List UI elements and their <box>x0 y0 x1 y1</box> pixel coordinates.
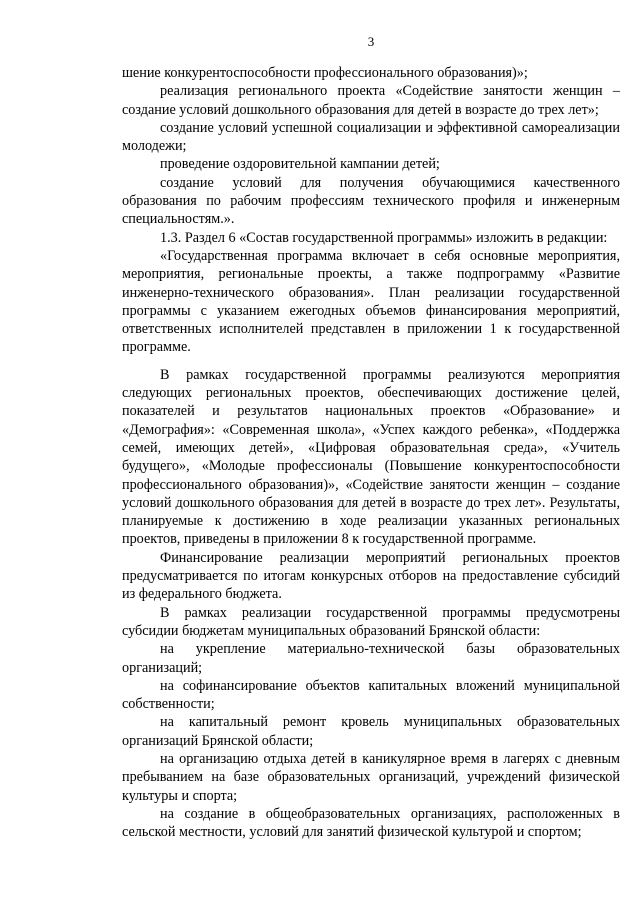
paragraph: проведение оздоровительной кампании детей; <box>160 156 440 173</box>
paragraph: Финансирование реализации мероприятий региональных проектов предусматривается по итогам конкурсных отборов на предоставление субсидий из федерального бюджета. <box>122 549 620 603</box>
paragraph: на капитальный ремонт кровель муниципальных образовательных организаций Брянской области; <box>122 714 620 749</box>
page-number: 3 <box>367 34 375 49</box>
paragraph: создание условий успешной социализации и эффективной самореализации молодежи; <box>122 119 620 155</box>
paragraph: 1.3. Раздел 6 «Состав государственной программы» изложить в редакции: <box>160 229 608 246</box>
paragraph: на укрепление материально-технической базы образовательных организаций; <box>122 641 620 676</box>
paragraph: шение конкурентоспособности профессионального образования)»; <box>122 65 528 81</box>
paragraph: «Государственная программа включает в себя основные мероприятия, мероприятия, региональные проекты, а также подпрограмму «Развитие инженерно-технического образования». План реализации государственной программы с указанием ежегодных объемов финансирования мероприятий, ответственных исполнителей представлен в приложении 1 к государственной программе. <box>122 247 620 356</box>
paragraph: реализация регионального проекта «Содействие занятости женщин – создание условий дошкольного образования для детей в возрасте до трех лет»; <box>122 83 620 118</box>
paragraph: В рамках государственной программы реализуются мероприятия следующих региональных проектов, обеспечивающих достижение целей, показателей и результатов национальных проектов «Образование» и «Демография»: «Современная школа», «Успех каждого ребенка», «Поддержка семей, имеющих детей», «Цифровая образовательная среда», «Учитель будущего», «Молодые профессионалы (Повышение конкурентоспособности профессионального образования)», «Содействие занятости женщин – создание условий дошкольного образования для детей в возрасте до трех лет». Результаты, планируемые к достижению в ходе реализации указанных региональных проектов, приведены в приложении 8 к государственной программе. <box>122 366 620 548</box>
document-body <box>122 64 620 841</box>
paragraph: создание условий для получения обучающимися качественного образования по рабочим профессиям технического профиля и инженерным специальностям.». <box>122 174 620 228</box>
paragraph: на организацию отдыха детей в каникулярное время в лагерях с дневным пребыванием на базе образовательных организаций, учреждений физической культуры и спорта; <box>122 750 620 804</box>
paragraph: В рамках реализации государственной программы предусмотрены субсидии бюджетам муниципальных образований Брянской области: <box>122 604 620 639</box>
paragraph: на софинансирование объектов капитальных вложений муниципальной собственности; <box>122 677 620 713</box>
paragraph: на создание в общеобразовательных организациях, расположенных в сельской местности, условий для занятий физической культурой и спортом; <box>122 805 620 841</box>
